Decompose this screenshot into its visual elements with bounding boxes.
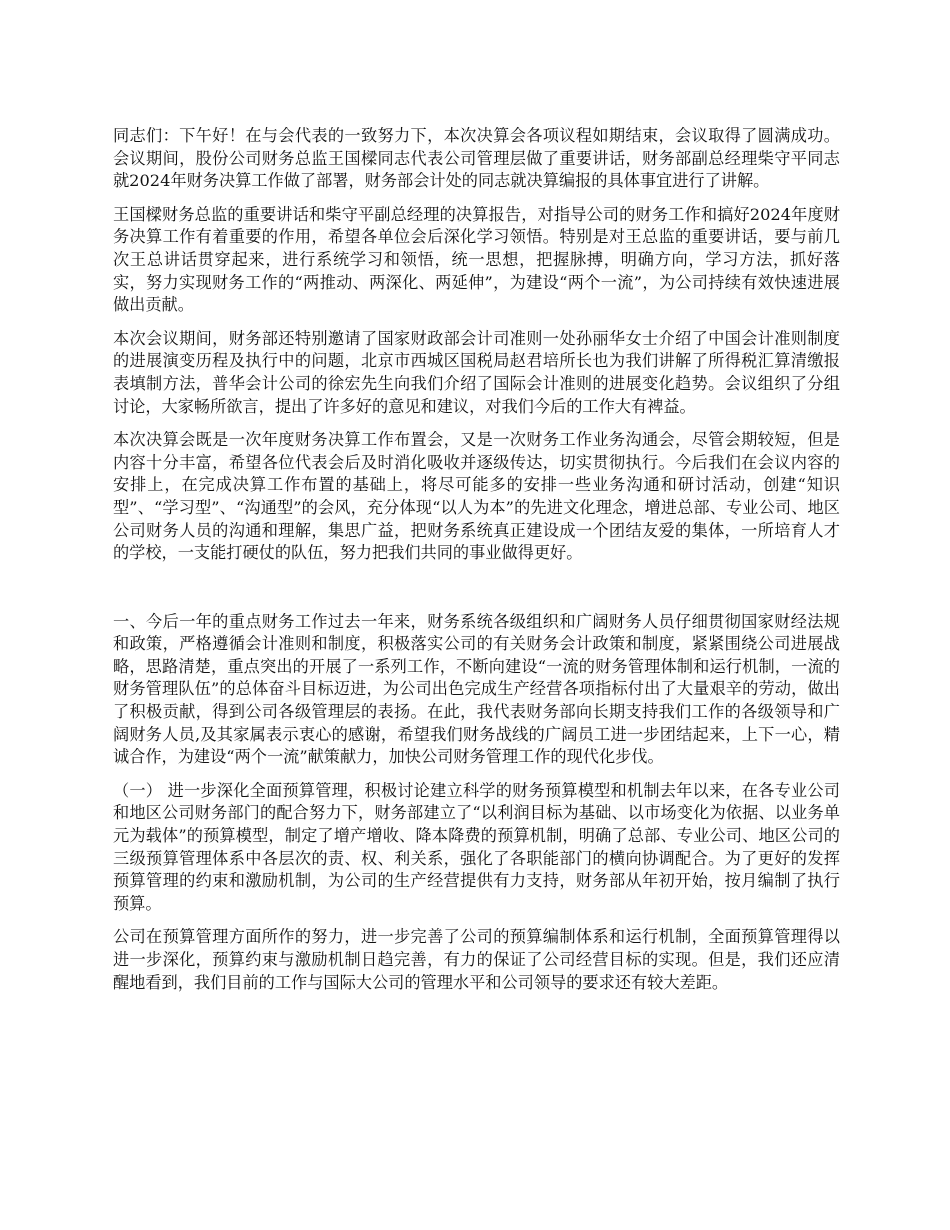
paragraph-spacer (113, 915, 840, 926)
section-spacer (113, 565, 840, 611)
paragraph-guest-speakers: 本次会议期间，财务部还特别邀请了国家财政部会计司准则一处孙丽华女士介绍了中国会计准则制度的进展演变历程及执行中的问题，北京市西城区国税局赵君培所长也为我们讲解了所得税汇算清缴报表填制方法，普华会计公司的徐宏先生向我们介绍了国际会计准则的进展变化趋势。会议组织了分组讨论，大家畅所欲言，提出了许多好的意见和建议，对我们今后的工作大有裨益。 (113, 328, 840, 416)
paragraph-speech-summary: 王国樑财务总监的重要讲话和柴守平副总经理的决算报告，对指导公司的财务工作和搞好2024年度财务决算工作有着重要的作用，希望各单位会后深化学习领悟。特别是对王总监的重要讲话，要与前几次王总讲话贯穿起来，进行系统学习和领悟，统一思想，把握脉搏，明确方向，学习方法，抓好落实，努力实现财务工作的“两推动、两深化、两延伸”，为建设“两个一流”，为公司持续有效快速进展做出贡献。 (113, 204, 840, 315)
paragraph-spacer (113, 418, 840, 429)
document-body (113, 125, 840, 994)
paragraph-budget-effort: 公司在预算管理方面所作的努力，进一步完善了公司的预算编制体系和运行机制，全面预算管理得以进一步深化，预算约束与激励机制日趋完善，有力的保证了公司经营目标的实现。但是，我们还应清醒地看到，我们目前的工作与国际大公司的管理水平和公司领导的要求还有较大差距。 (113, 927, 840, 992)
paragraph-section-one: 一、今后一年的重点财务工作过去一年来，财务系统各级组织和广阔财务人员仔细贯彻国家财经法规和政策，严格遵循会计准则和制度，积极落实公司的有关财务会计政策和制度，紧紧围绕公司进展战略，思路清楚，重点突出的开展了一系列工作，不断向建设“一流的财务管理体制和运行机制，一流的财务管理队伍”的总体奋斗目标迈进，为公司出色完成生产经营各项指标付出了大量艰辛的劳动，做出了积极贡献，得到公司各级管理层的表扬。在此，我代表财务部向长期支持我们工作的各级领导和广阔财务人员,及其家属表示衷心的感谢，希望我们财务战线的广阔员工进一步团结起来，上下一心，精诚合作，为建设“两个一流”献策献力，加快公司财务管理工作的现代化步伐。 (113, 611, 840, 767)
paragraph-spacer (113, 317, 840, 328)
paragraph-meeting-nature: 本次决算会既是一次年度财务决算工作布置会，又是一次财务工作业务沟通会，尽管会期较短，但是内容十分丰富，希望各位代表会后及时消化吸收并逐级传达，切实贯彻执行。今后我们在会议内容的安排上，在完成决算工作布置的基础上，将尽可能多的安排一些业务沟通和研讨活动，创建“知识型”、“学习型”、“沟通型”的会风，充分体现“以人为本”的先进文化理念，增进总部、专业公司、地区公司财务人员的沟通和理解，集思广益，把财务系统真正建设成一个团结友爱的集体，一所培育人才的学校，一支能打硬仗的队伍，努力把我们共同的事业做得更好。 (113, 430, 840, 563)
paragraph-budget-management: （一） 进一步深化全面预算管理，积极讨论建立科学的财务预算模型和机制去年以来，在各专业公司和地区公司财务部门的配合努力下，财务部建立了“以利润目标为基础、以市场变化为依据、以业务单元为载体”的预算模型，制定了增产增收、降本降费的预算机制，明确了总部、专业公司、地区公司的三级预算管理体系中各层次的责、权、利关系，强化了各职能部门的横向协调配合。为了更好的发挥预算管理的约束和激励机制，为公司的生产经营提供有力支持，财务部从年初开始，按月编制了执行预算。 (113, 780, 840, 913)
paragraph-greeting: 同志们：下午好！在与会代表的一致努力下，本次决算会各项议程如期结束，会议取得了圆满成功。会议期间，股份公司财务总监王国樑同志代表公司管理层做了重要讲话，财务部副总经理柴守平同志就2024年财务决算工作做了部署，财务部会计处的同志就决算编报的具体事宜进行了讲解。 (113, 126, 840, 191)
paragraph-spacer (113, 769, 840, 780)
paragraph-spacer (113, 193, 840, 204)
